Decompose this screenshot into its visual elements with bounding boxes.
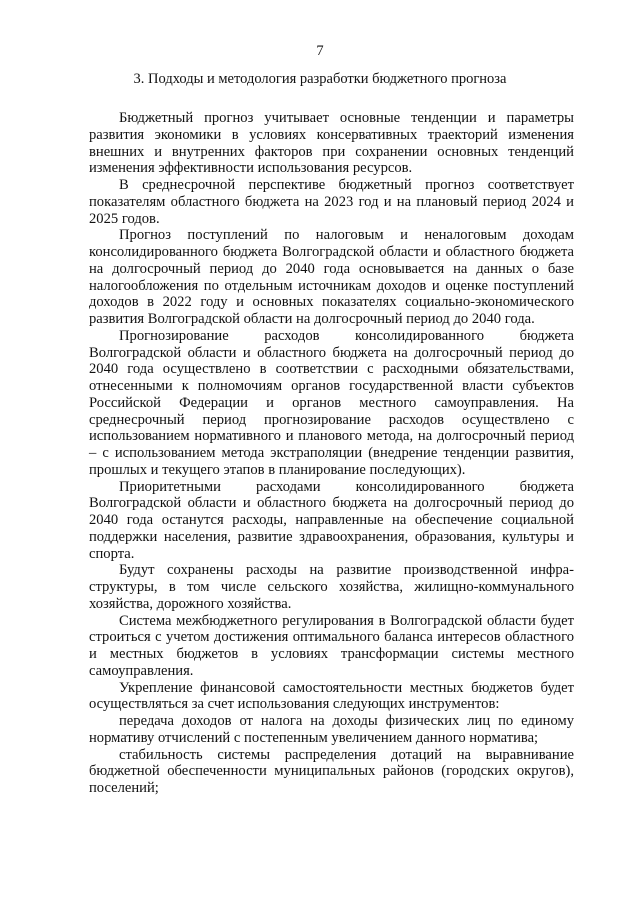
paragraph-3: Прогноз поступлений по налоговым и неналоговым доходам консолидированного бюджета Волгоградской области и областного бюджета на долгосрочный период до 2040 года основывается на данных о базе налогообложения по отдельным источникам доходов и оценке поступлений доходов в 2022 году и основных показателях социально-экономического развития Волгоградской области на долгосрочный период до 2040 года. xyxy=(89,227,574,327)
paragraph-4: Прогнозирование расходов консолидированного бюджета Волгоградской области и областного бюджета на долгосрочный период до 2040 года осуществлено в соответствии с расходными обязательствами, отнесенными к полномочиям органов государственной власти субъектов Российской Федерации и органов местного самоуправления. На среднесрочный период прогнозирование расходов осуществлено с использованием нормативного и планового метода, на долгосрочный период – с использованием метода экстраполяции (внедрение тенденции развития, прошлых и текущего этапов в планирование последующих). xyxy=(89,327,574,478)
page-number: 7 xyxy=(316,43,324,59)
paragraph-2: В среднесрочной перспективе бюджетный прогноз соответствует показателям областного бюджета на 2023 год и на плановый период 2024 и 2025 годов. xyxy=(89,177,574,227)
paragraph-1: Бюджетный прогноз учитывает основные тенденции и параметры развития экономики в условиях консервативных траекторий изменения внешних и внутренних факторов при сохранении основных тенденций изменения эффективности использования ресурсов. xyxy=(89,110,574,177)
paragraph-8: Укрепление финансовой самостоятельности местных бюджетов будет осуществляться за счет использования следующих инструментов: xyxy=(89,679,574,713)
paragraph-5: Приоритетными расходами консолидированного бюджета Волгоградской области и областного бюджета на долгосрочный период до 2040 года останутся расходы, направленные на обеспечение социальной поддержки населения, развитие здравоохранения, образования, культуры и спорта. xyxy=(89,478,574,562)
document-body xyxy=(89,110,574,797)
paragraph-7: Система межбюджетного регулирования в Волгоградской области будет строиться с учетом достижения оптимального баланса интересов областного и местных бюджетов в условиях трансформации системы местного самоуправления. xyxy=(89,612,574,679)
section-title: 3. Подходы и методология разработки бюджетного прогноза xyxy=(133,71,507,87)
paragraph-6: Будут сохранены расходы на развитие производственной инфра-структуры, в том числе сельского хозяйства, жилищно-коммунального хозяйства, дорожного хозяйства. xyxy=(89,562,574,612)
paragraph-10: стабильность системы распределения дотаций на выравнивание бюджетной обеспеченности муниципальных районов (городских округов), поселений; xyxy=(89,746,574,796)
paragraph-9: передача доходов от налога на доходы физических лиц по единому нормативу отчислений с постепенным увеличением данного норматива; xyxy=(89,713,574,746)
